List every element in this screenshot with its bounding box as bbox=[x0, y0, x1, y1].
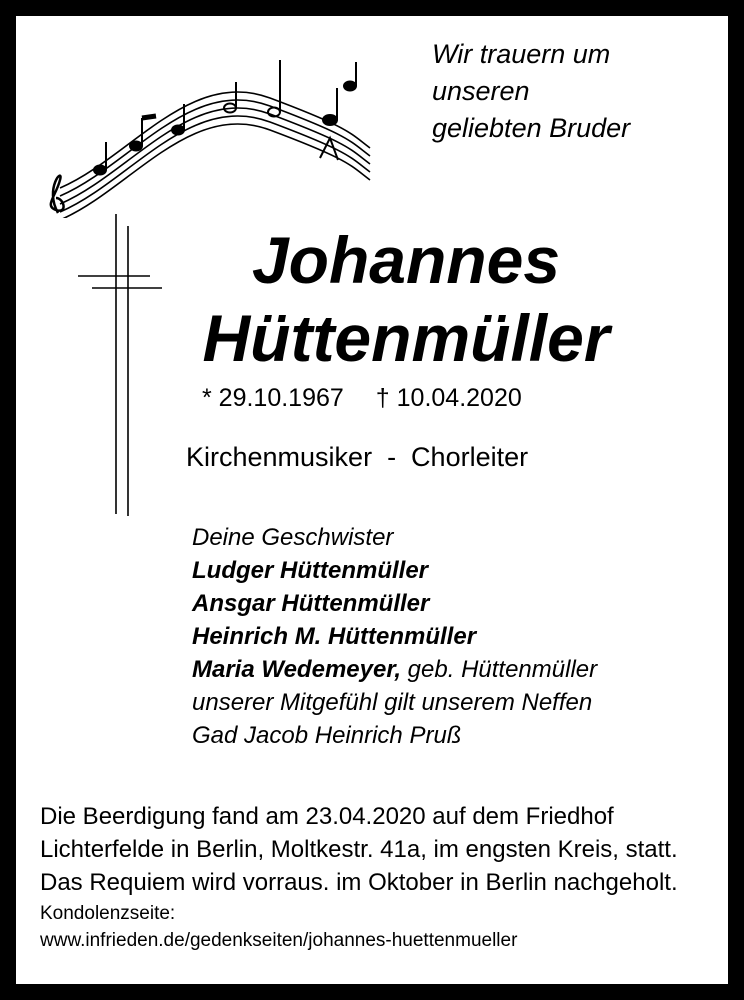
life-dates bbox=[202, 384, 522, 413]
sibling-name: Ansgar Hüttenmüller bbox=[192, 590, 430, 617]
funeral-info bbox=[40, 800, 678, 899]
obituary-card bbox=[16, 16, 728, 984]
condolence-url[interactable]: www.infrieden.de/gedenkseiten/johannes-huettenmueller bbox=[40, 930, 518, 951]
death-date: † 10.04.2020 bbox=[375, 384, 522, 412]
sibling-maria bbox=[192, 653, 597, 686]
sibling-name: Heinrich M. Hüttenmüller bbox=[192, 623, 477, 650]
deceased-last-name: Hüttenmüller bbox=[202, 301, 610, 375]
profession: Kirchenmusiker - Chorleiter bbox=[186, 442, 529, 472]
family-intro: Deine Geschwister bbox=[192, 524, 394, 551]
music-notes-icon bbox=[30, 38, 390, 218]
funeral-line: Die Beerdigung fand am 23.04.2020 auf dem Friedhof bbox=[40, 803, 614, 830]
intro-line: Wir trauern um bbox=[432, 39, 611, 69]
intro-line: geliebten Bruder bbox=[432, 113, 631, 143]
birth-date: * 29.10.1967 bbox=[202, 384, 344, 412]
intro-text bbox=[432, 36, 630, 147]
condolence-label: Kondolenzseite: bbox=[40, 903, 176, 924]
funeral-line: Das Requiem wird vorraus. im Oktober in Berlin nachgeholt. bbox=[40, 869, 678, 896]
maiden-name: geb. Hüttenmüller bbox=[401, 656, 598, 683]
intro-line: unseren bbox=[432, 76, 530, 106]
deceased-first-name: Johannes bbox=[251, 223, 561, 297]
sibling-name: Maria Wedemeyer, bbox=[192, 656, 402, 683]
sibling-name: Ludger Hüttenmüller bbox=[192, 557, 429, 584]
funeral-line: Lichterfelde in Berlin, Moltkestr. 41a, im engsten Kreis, statt. bbox=[40, 836, 678, 863]
family-block bbox=[192, 521, 597, 752]
sympathy-line: Gad Jacob Heinrich Pruß bbox=[192, 722, 462, 749]
condolence-info bbox=[40, 900, 517, 954]
sympathy-line: unserer Mitgefühl gilt unserem Neffen bbox=[192, 689, 593, 716]
